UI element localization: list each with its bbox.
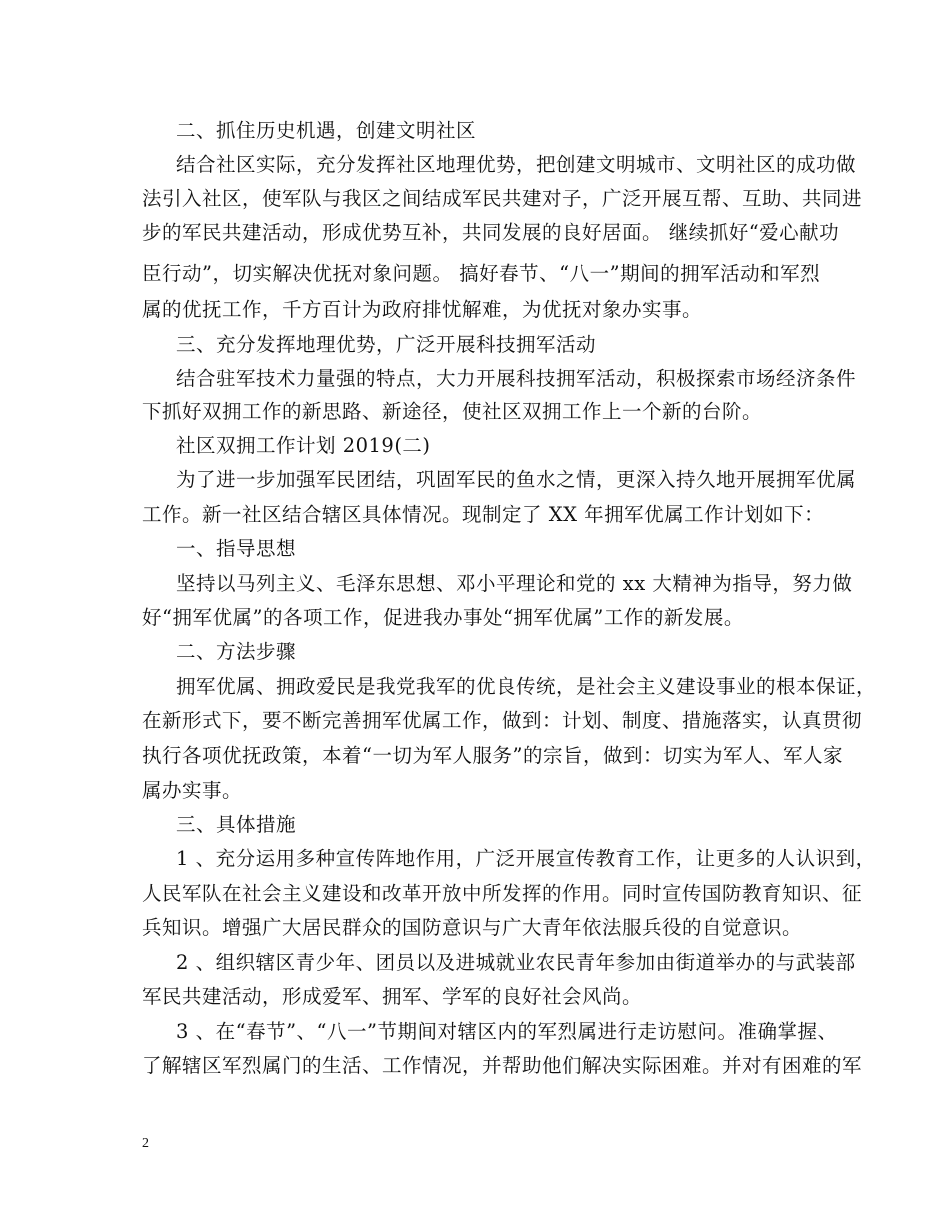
paragraph-line: 坚持以马列主义、毛泽东思想、邓小平理论和党的 xx 大精神为指导，努力做	[176, 572, 853, 595]
paragraph-line: 拥军优属、拥政爱民是我党我军的优良传统，是社会主义建设事业的根本保证，	[176, 675, 877, 698]
paragraph-line: 2 、组织辖区青少年、团员以及进城就业农民青年参加由街道举办的与武装部	[176, 951, 856, 974]
paragraph-line: 在新形式下，要不断完善拥军优属工作，做到：计划、制度、措施落实，认真贯彻	[142, 709, 863, 732]
page-number: 2	[142, 1136, 149, 1151]
section-heading: 三、充分发挥地理优势，广泛开展科技拥军活动	[176, 333, 597, 356]
section-heading: 二、方法步骤	[176, 640, 297, 663]
paragraph-line: 兵知识。增强广大居民群众的国防意识与广大青年依法服兵役的自觉意识。	[142, 916, 803, 939]
paragraph-line: 军民共建活动，形成爱军、拥军、学军的良好社会风尚。	[142, 985, 643, 1008]
section-heading: 三、具体措施	[176, 813, 297, 836]
paragraph-line: 1 、充分运用多种宣传阵地作用，广泛开展宣传教育工作，让更多的人认识到，	[176, 847, 876, 870]
paragraph-line: 步的军民共建活动，形成优势互补，共同发展的良好居面。 继续抓好“爱心献功	[142, 221, 840, 244]
paragraph-line: 下抓好双拥工作的新思路、新途径，使社区双拥工作上一个新的台阶。	[142, 400, 763, 423]
paragraph-line: 好“拥军优属”的各项工作，促进我办事处“拥军优属”工作的新发展。	[142, 606, 744, 629]
paragraph-line: 属的优抚工作，千方百计为政府排忧解难，为优抚对象办实事。	[142, 298, 703, 321]
section-heading: 一、指导思想	[176, 537, 297, 560]
paragraph-line: 属办实事。	[142, 779, 243, 802]
paragraph-line: 了解辖区军烈属门的生活、工作情况，并帮助他们解决实际困难。并对有困难的军	[142, 1054, 863, 1077]
paragraph-line: 3 、在“春节”、“八一”节期间对辖区内的军烈属进行走访慰问。准确掌握、	[176, 1020, 838, 1043]
section-heading: 二、抓住历史机遇，创建文明社区	[176, 119, 477, 142]
paragraph-line: 臣行动”，切实解决优抚对象问题。 搞好春节、“八一”期间的拥军活动和军烈	[142, 262, 821, 285]
paragraph-line: 工作。新一社区结合辖区具体情况。现制定了 XX 年拥军优属工作计划如下：	[142, 503, 825, 526]
paragraph-line: 人民军队在社会主义建设和改革开放中所发挥的作用。同时宣传国防教育知识、征	[142, 882, 863, 905]
paragraph-line: 为了进一步加强军民团结，巩固军民的鱼水之情，更深入持久地开展拥军优属	[176, 468, 857, 491]
paragraph-line: 法引入社区，使军队与我区之间结成军民共建对子，广泛开展互帮、互助、共同进	[142, 187, 863, 210]
paragraph-line: 结合社区实际，充分发挥社区地理优势，把创建文明城市、文明社区的成功做	[176, 153, 857, 176]
paragraph-line: 执行各项优抚政策，本着“一切为军人服务”的宗旨，做到：切实为军人、军人家	[142, 744, 843, 767]
document-subtitle: 社区双拥工作计划 2019(二)	[176, 434, 431, 457]
paragraph-line: 结合驻军技术力量强的特点，大力开展科技拥军活动，积极探索市场经济条件	[176, 367, 857, 390]
